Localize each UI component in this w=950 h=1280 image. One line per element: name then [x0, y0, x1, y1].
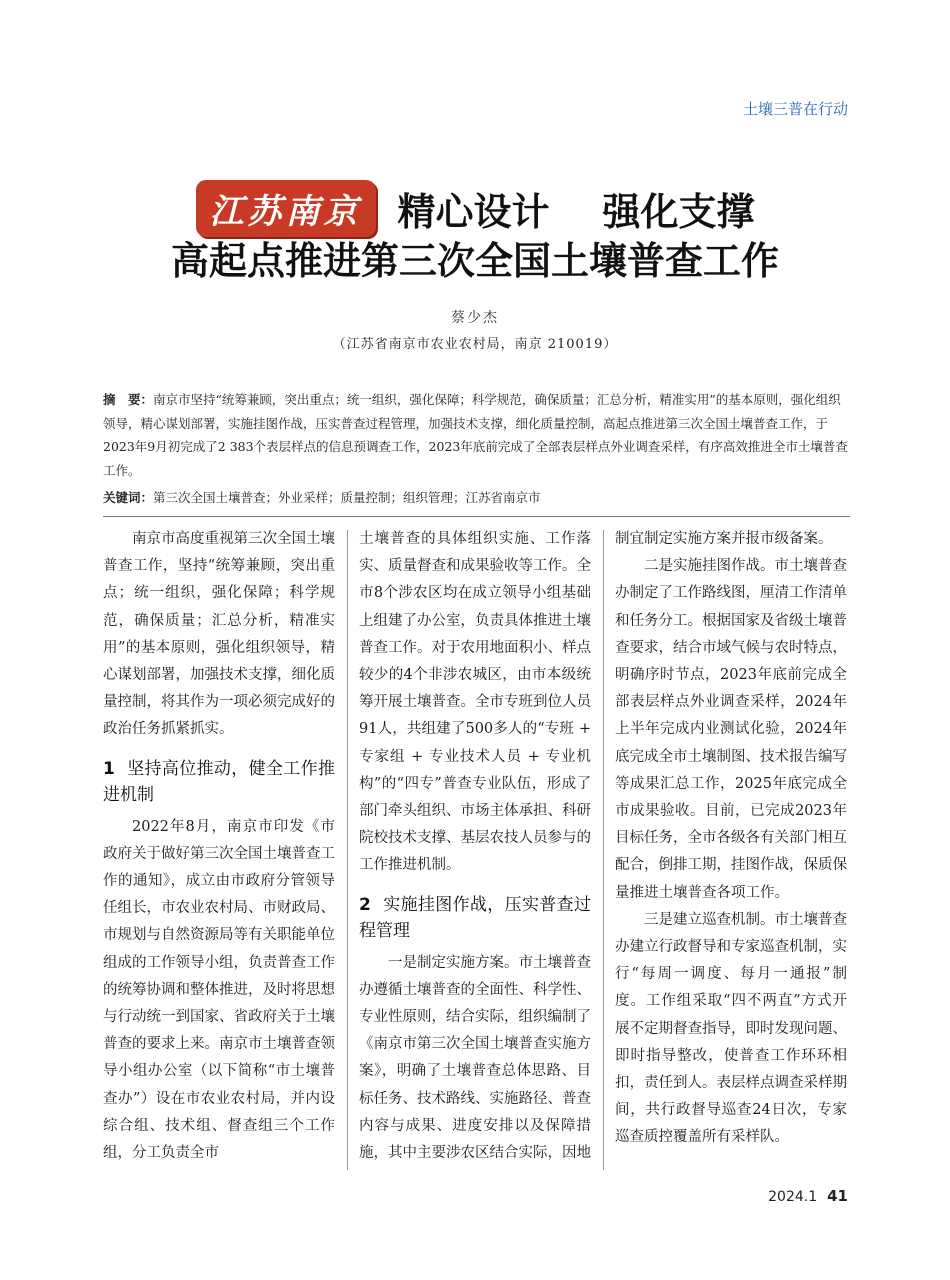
section-heading-1: [103, 756, 335, 808]
column-divider: [347, 530, 348, 1170]
paragraph: 土壤普查的具体组织实施、工作落实、质量督查和成果验收等工作。全市8个涉农区均在成立领导小组基础上组建了办公室，负责具体推进土壤普查工作。对于农用地面积小、样点较少的4个非涉农城区，由市本级统筹开展土壤普查。全市专班到位人员91人，共组建了500多人的“专班 + 专家组 + 专业技术人员 + 专业机构”的“四专”普查专业队伍，形成了部门牵头组织、市场主体承担、科研院校技术支撑、基层农技人员参与的工作推进机制。: [359, 531, 591, 874]
issue-date: 2024.1: [768, 1189, 818, 1205]
divider: [103, 516, 850, 517]
keywords-text: 第三次全国土壤普查；外业采样；质量控制；组织管理；江苏省南京市: [153, 490, 541, 505]
section-number: 2: [359, 894, 371, 915]
paragraph: 南京市高度重视第三次全国土壤普查工作，坚持“统筹兼顾，突出重点；统一组织，强化保障；科学规范，确保质量；汇总分析，精准实用”的基本原则，强化组织领导，精心谋划部署，加强技术支撑，细化质量控制，将其作为一项必须完成好的政治任务抓紧抓实。: [103, 531, 335, 738]
paragraph: 二是实施挂图作战。市土壤普查办制定了工作路线图，厘清工作清单和任务分工。根据国家及省级土壤普查要求，结合市域气候与农时特点，明确序时节点，2023年底前完成全部表层样点外业调查采样，2024年上半年完成内业测试化验，2024年底完成全市土壤制图、技术报告编写等成果汇总工作，2025年底完成全市成果验收。目前，已完成2023年目标任务，全市各级各有关部门相互配合，倒排工期，挂图作战，保质保量推进土壤普查各项工作。: [615, 558, 847, 901]
title-text-1: 精心设计 强化支撑: [397, 190, 755, 234]
paragraph: 2022年8月，南京市印发《市政府关于做好第三次全国土壤普查工作的通知》，成立由市政府分管领导任组长，市农业农村局、市财政局、市规划与自然资源局等有关职能单位组成的工作领导小组，负责普查工作的统筹协调和整体推进，及时将思想与行动统一到国家、省政府关于土壤普查的要求上来。南京市土壤普查领导小组办公室（以下简称“市土壤普查办”）设在市农业农村局，并内设综合组、技术组、督查组三个工作组，分工负责全市: [103, 818, 335, 1162]
paragraph: 制宜制定实施方案并报市级备案。: [615, 531, 833, 547]
abstract: [103, 388, 850, 482]
abstract-label: 摘 要：: [103, 392, 154, 407]
keywords: [103, 488, 850, 506]
author: 蔡少杰: [451, 310, 499, 326]
paragraph: 三是建立巡查机制。市土壤普查办建立行政督导和专家巡查机制，实行“每周一调度、每月一通报”制度。工作组采取“四不两直”方式开展不定期督查指导，即时发现问题、即时指导整改，使普查工作环环相扣，责任到人。表层样点调查采样期间，共行政督导巡查24日次，专家巡查质控覆盖所有采样队。: [615, 911, 847, 1146]
abstract-text: 南京市坚持“统筹兼顾，突出重点；统一组织，强化保障；科学规范，确保质量；汇总分析，精准实用”的基本原则，强化组织领导，精心谋划部署，实施挂图作战，压实普查过程管理，加强技术支撑，细化质量控制，高起点推进第三次全国土壤普查工作，于2023年9月初完成了2 383个表层样点的信息预调查工作，2023年底前完成了全部表层样点外业调查采样，有序高效推进全市土壤普查工作。: [103, 392, 848, 478]
keywords-label: 关键词：: [103, 490, 154, 505]
location-badge: 江苏南京: [196, 180, 376, 237]
column-2: [359, 526, 591, 1167]
section-title: 坚持高位推动，健全工作推进机制: [103, 758, 335, 805]
section-number: 1: [103, 758, 115, 779]
section-tag: 土壤三普在行动: [742, 100, 848, 118]
section-title: 实施挂图作战，压实普查过程管理: [359, 894, 591, 941]
page-footer: [768, 1187, 848, 1205]
column-divider: [603, 530, 604, 1170]
section-heading-2: [359, 892, 591, 944]
column-3: [615, 526, 847, 1152]
affiliation: （江苏省南京市农业农村局，南京 210019）: [332, 337, 618, 352]
page-number: 41: [827, 1187, 848, 1205]
title-line-2: 高起点推进第三次全国土壤普查工作: [170, 239, 779, 283]
paragraph: 一是制定实施方案。市土壤普查办遵循土壤普查的全面性、科学性、专业性原则，结合实际，组织编制了《南京市第三次全国土壤普查实施方案》，明确了土壤普查总体思路、目标任务、技术路线、实施路径、普查内容与成果、进度安排以及保障措施，其中主要涉农区结合实际，因地: [359, 954, 591, 1162]
column-1: [103, 526, 335, 1167]
title-line-1: [0, 180, 950, 237]
